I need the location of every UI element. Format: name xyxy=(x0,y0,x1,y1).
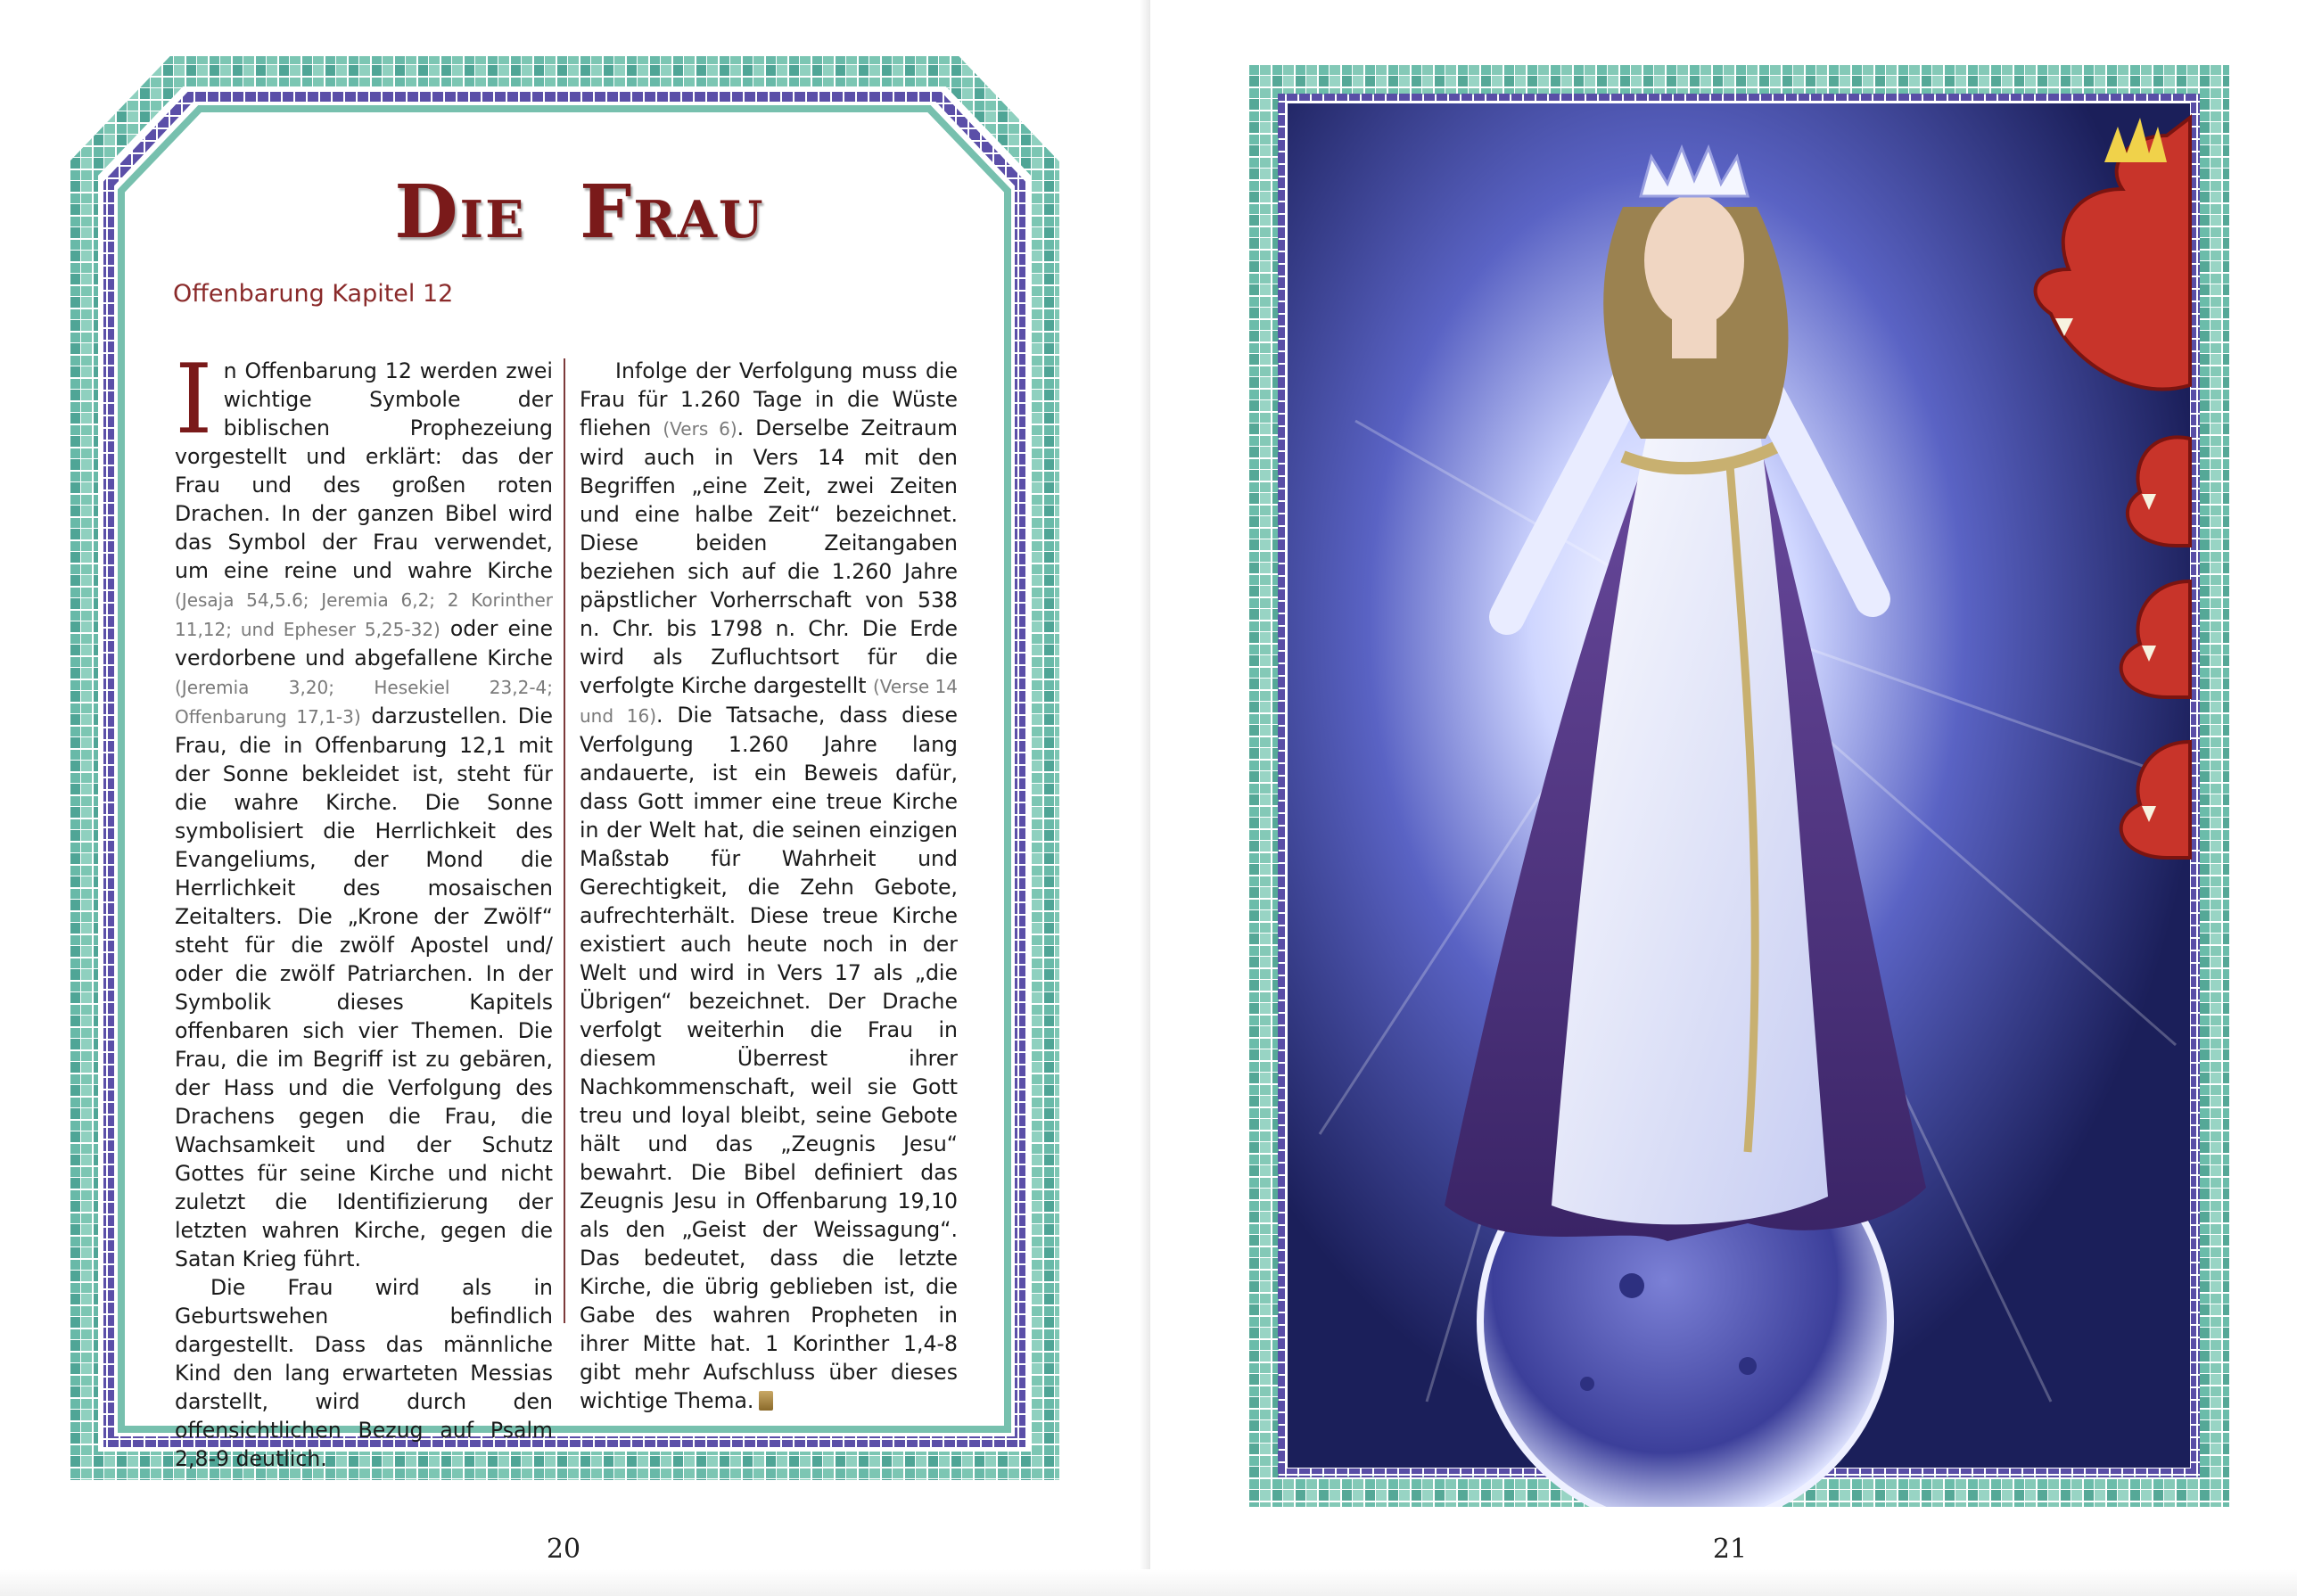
paragraph-2: Die Frau wird als in Geburtswehen befindlich dargestellt. Dass das männliche Kind den lang erwarteten Messias darstellt, wird durch den offensichtlichen Bezug auf Psalm 2,8-9 deutlich. xyxy=(175,1275,553,1471)
text-run: . Die Tatsache, dass diese Verfolgung 1.260 Jahre lang andauerte, ist ein Beweis dafür, dass Gott immer eine treue Kirche in der Welt hat, die seinen einzigen Maßstab für Wahrheit und Gerechtigkeit, die Zehn Gebote, aufrechterhält. Diese treue Kirche existiert auch heute noch in der Welt und wird in Vers 17 als „die Übrigen“ bezeichnet. Der Drache verfolgt weiterhin die Frau in diesem Überrest ihrer Nachkommenschaft, weil sie Gott treu und loyal bleibt, seine Gebote hält und das „Zeugnis Jesu“ bewahrt. Die Bibel definiert das Zeugnis Jesu in Offenbarung 19,10 als den „Geist der Weissagung“. Das bedeutet, dass die letzte Kirche, die übrig geblieben ist, die Gabe des wahren Propheten in ihrer Mitte hat. 1 Korinther 1,4-8 gibt mehr Aufschluss über dieses wichtige Thema. xyxy=(580,703,958,1413)
text-run: Infolge der Verfolgung muss die Frau für 1.260 Tage in die Wüste fliehen xyxy=(580,358,958,440)
page-number-right: 21 xyxy=(1712,1534,1748,1565)
illustration-svg xyxy=(1248,64,2229,1507)
text-column-left xyxy=(175,344,554,1473)
text-column-right xyxy=(580,357,958,1415)
illustration-woman-dragon xyxy=(1248,64,2229,1507)
scripture-reference: (Jeremia 3,20; Hesekiel 23,2-4; Offenbarung 17,1-3) xyxy=(175,677,553,728)
scripture-reference: (Verse 14 und 16) xyxy=(580,676,958,727)
text-run: . Derselbe Zeitraum wird auch in Vers 14 mit den Begriffen „eine Zeit, zwei Zeiten und eine halbe Zeit“ bezeichnet. Diese beiden Zeitangaben beziehen sich auf die 1.260 Jahre päpstlicher Vorherrschaft von 538 n. Chr. bis 1798 n. Chr. Die Erde wird als Zufluchtsort für die verfolgte Kirche dargestellt xyxy=(580,415,958,698)
scripture-reference: (Jesaja 54,5.6; Jeremia 6,2; 2 Korinther 11,12; und Epheser 5,25-32) xyxy=(175,589,553,640)
drop-cap: I xyxy=(175,344,213,456)
chapter-subtitle: Offenbarung Kapitel 12 xyxy=(173,280,454,308)
end-of-article-icon xyxy=(759,1391,773,1411)
scripture-reference: (Vers 6) xyxy=(663,418,737,440)
paragraph-3 xyxy=(580,357,958,1415)
text-run: darzustellen. Die Frau, die in Offenbarung 12,1 mit der Sonne bekleidet ist, steht für die wahre Kirche. Die Sonne symbolisiert die Herrlichkeit des Evangeliums, der Mond die Herrlichkeit des mosaischen Zeitalters. Die „Krone der Zwölf“ steht für die zwölf Apostel und/ oder die zwölf Patriarchen. In der Symbolik dieses Kapitels offenbaren sich vier Themen. Die Frau, die im Begriff ist zu gebären, der Hass und die Verfolgung des Drachens gegen die Frau, die Wachsamkeit und der Schutz Gottes für seine Kirche und nicht zuletzt die Identifizierung der letzten wahren Kirche, gegen die Satan Krieg führt. xyxy=(175,703,553,1271)
column-divider xyxy=(564,358,565,1323)
page-number-left: 20 xyxy=(546,1534,581,1565)
paragraph-1 xyxy=(175,344,554,1273)
page-title: Die Frau xyxy=(394,169,765,255)
page-bottom-shadow xyxy=(0,1569,2297,1596)
text-run: n Offenbarung 12 werden zwei wichtige Symbole der biblischen Prophezeiung vorgestellt und erklärt: das der Frau und des großen roten Drachen. In der ganzen Bibel wird das Symbol der Frau verwendet, um eine reine und wahre Kirche xyxy=(175,358,553,583)
text-run: oder eine verdorbene und abgefallene Kirche xyxy=(175,616,554,670)
